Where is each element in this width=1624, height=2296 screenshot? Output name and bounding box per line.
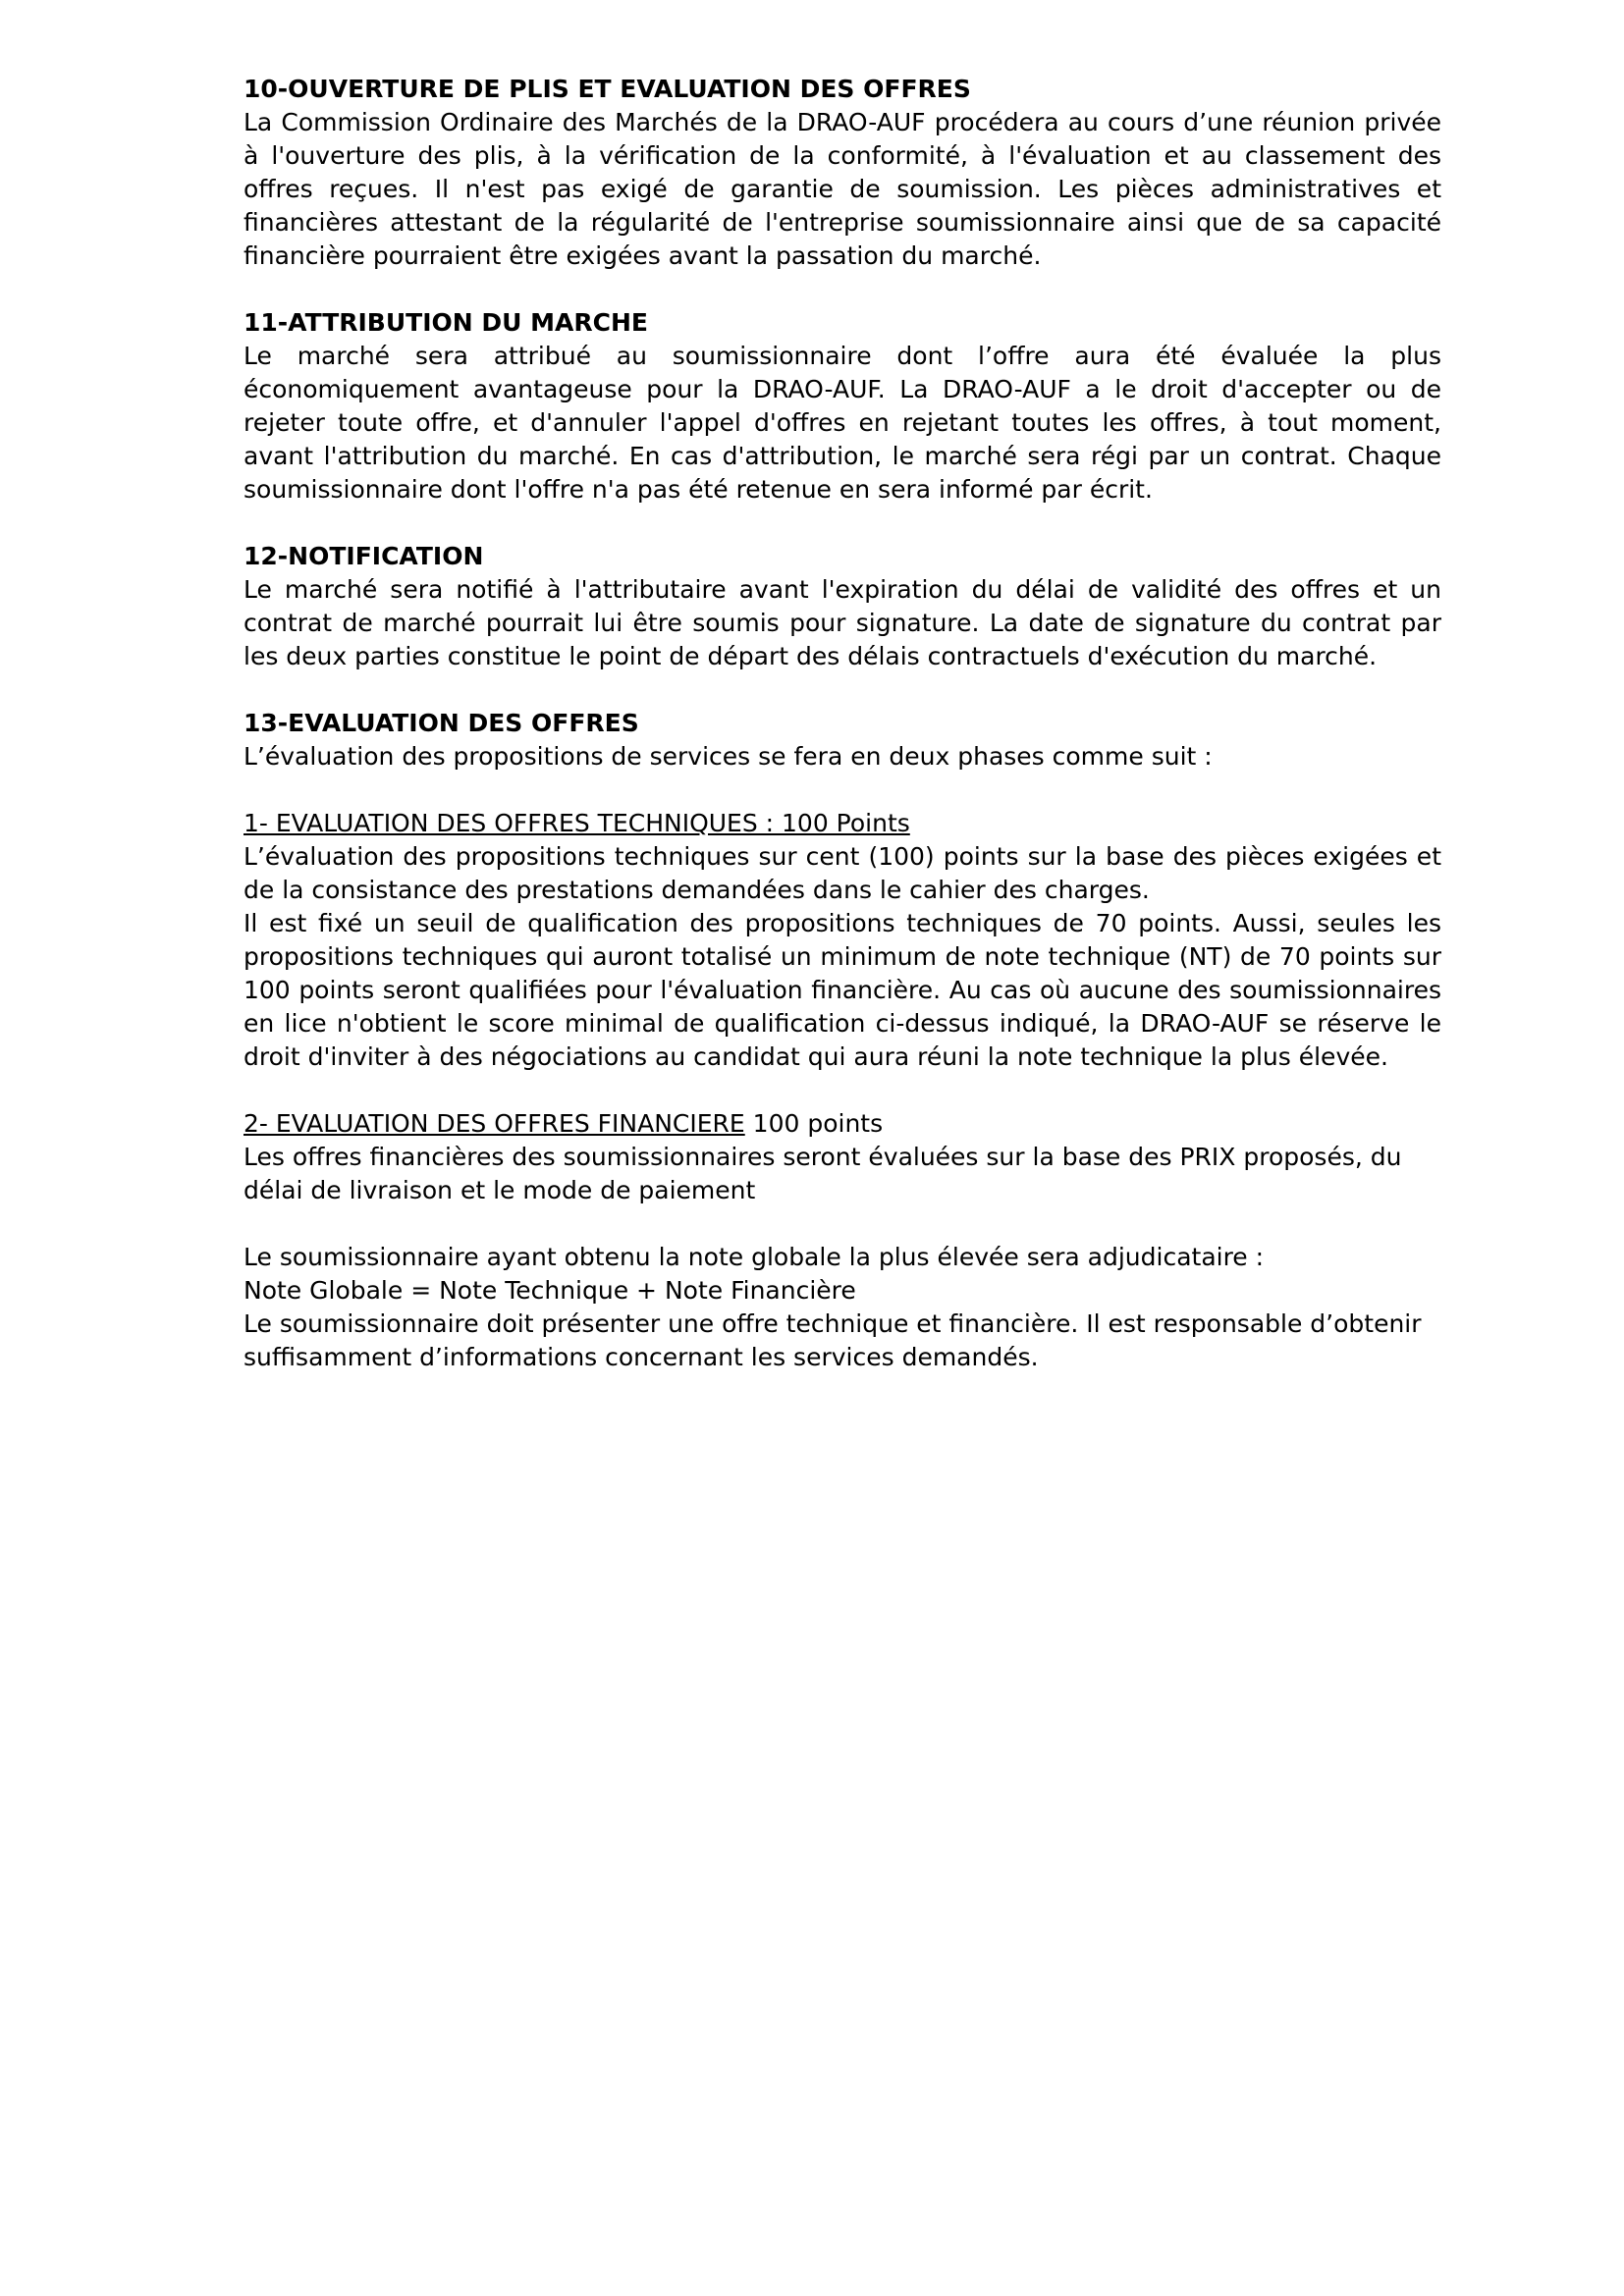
section-title: ATTRIBUTION DU MARCHE [288,308,648,337]
section-body: Le marché sera attribué au soumissionnaire dont l’offre aura été évaluée la plus économiquement avantageuse pour la DRAO-AUF. La DRAO-AUF a le droit d'accepter ou de rejeter toute offre, et d'annuler l'appel d'offres en rejetant toutes les offres, à tout moment, avant l'attribution du marché. En cas d'attribution, le marché sera régi par un contrat. Chaque soumissionnaire dont l'offre n'a pas été retenue en sera informé par écrit. [244,342,1441,504]
section-heading [244,540,1441,573]
section-body: Le marché sera notifié à l'attributaire avant l'expiration du délai de validité des offres et un contrat de marché pourrait lui être soumis pour signature. La date de signature du contrat par les deux parties constitue le point de départ des délais contractuels d'exécution du marché. [244,575,1441,670]
section-10 [244,73,1441,273]
section-number: 12- [244,542,289,570]
financial-evaluation-title-text: 2- EVALUATION DES OFFRES FINANCIERE [244,1109,745,1138]
technical-paragraph-2: Il est fixé un seuil de qualification des propositions techniques de 70 points. Aussi, seules les propositions techniques qui auront totalisé un minimum de note technique (NT) de 70 points sur 100 points seront qualifiées pour l'évaluation financière. Au cas où aucune des soumissionnaires en lice n'obtient le score minimal de qualification ci-dessus indiqué, la DRAO-AUF se réserve le droit d'inviter à des négociations au candidat qui aura réuni la note technique la plus élevée. [244,909,1441,1071]
section-heading [244,306,1441,340]
conclusion [244,1241,1441,1374]
section-body: La Commission Ordinaire des Marchés de la DRAO-AUF procédera au cours d’une réunion privée à l'ouverture des plis, à la vérification de la conformité, à l'évaluation et au classement des offres reçues. Il n'est pas exigé de garantie de soumission. Les pièces administratives et financières attestant de la régularité de l'entreprise soumissionnaire ainsi que de sa capacité financière pourraient être exigées avant la passation du marché. [244,108,1441,270]
section-number: 11- [244,308,289,337]
section-title: OUVERTURE DE PLIS ET EVALUATION DES OFFRES [288,75,971,103]
conclusion-line-3: Le soumissionnaire doit présenter une offre technique et financière. Il est responsable d’obtenir suffisamment d’informations concernant les services demandés. [244,1309,1422,1371]
financial-evaluation-title [244,1107,1441,1141]
document-page [244,73,1441,1408]
financial-paragraph: Les offres financières des soumissionnaires seront évaluées sur la base des PRIX proposés, du délai de livraison et le mode de paiement [244,1143,1402,1204]
section-title: NOTIFICATION [288,542,484,570]
section-number: 10- [244,75,289,103]
technical-evaluation-title [244,807,1441,840]
section-heading [244,707,1441,740]
section-13 [244,707,1441,774]
technical-evaluation [244,807,1441,1074]
section-title: EVALUATION DES OFFRES [288,709,639,737]
financial-evaluation [244,1107,1441,1207]
section-12 [244,540,1441,673]
technical-paragraph-1: L’évaluation des propositions techniques sur cent (100) points sur la base des pièces exigées et de la consistance des prestations demandées dans le cahier des charges. [244,842,1441,904]
conclusion-line-1: Le soumissionnaire ayant obtenu la note globale la plus élevée sera adjudicataire : [244,1243,1265,1271]
section-heading [244,73,1441,106]
financial-evaluation-points: 100 points [744,1109,884,1138]
conclusion-formula: Note Globale = Note Technique + Note Financière [244,1276,856,1305]
section-number: 13- [244,709,289,737]
section-11 [244,306,1441,507]
section-intro: L’évaluation des propositions de services se fera en deux phases comme suit : [244,742,1213,771]
technical-evaluation-title-text: 1- EVALUATION DES OFFRES TECHNIQUES : 100 Points [244,809,910,837]
